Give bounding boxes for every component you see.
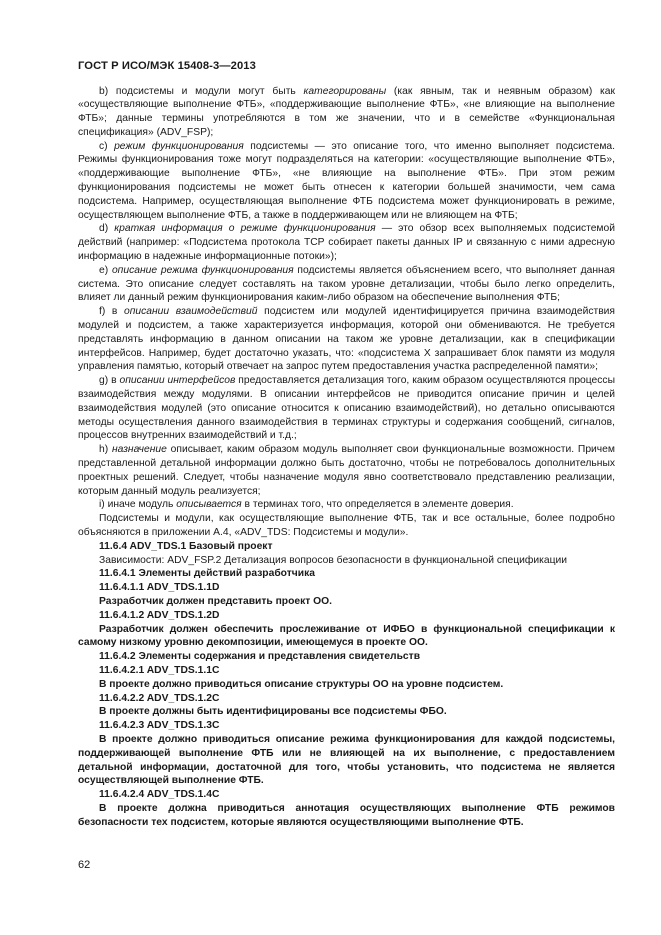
bold-paragraph — [78, 623, 615, 651]
bold-paragraph — [78, 692, 615, 706]
text-run: 11.6.4 ADV_TDS.1 Базовый проект — [99, 540, 273, 552]
paragraph — [78, 498, 615, 512]
italic-term: режим функционирования — [114, 140, 244, 152]
bold-paragraph — [78, 567, 615, 581]
text-run: 11.6.4.2.2 ADV_TDS.1.2C — [99, 692, 220, 704]
text-run: 11.6.4.2.4 ADV_TDS.1.4C — [99, 789, 220, 801]
text-run: 11.6.4.1 Элементы действий разработчика — [99, 568, 315, 580]
page-number: 62 — [78, 859, 91, 871]
text-run: В проекте должно приводиться описание структуры ОО на уровне подсистем. — [99, 678, 504, 690]
italic-term: назначение — [111, 444, 167, 456]
paragraph — [78, 85, 615, 140]
text-run: (как явным, так и неявным образом) как «осуществляющие выполнение ФТБ», «поддерживающие выполнение ФТБ», «не влияющие на выполнение ФТБ»; данные термины употребляются в том же значении, что и в семействе «Функциональная спецификация» (ADV_FSP); — [78, 85, 615, 138]
text-run: В проекте должно приводиться описание режима функционирования для каждой подсистемы, поддерживающей выполнение ФТБ или не влияющей на их выполнение, с предоставлением детальной информации, достаточной для того, чтобы установить, что подсистема не является осуществляющей выполнение ФТБ. — [78, 733, 615, 787]
text-run: h) — [99, 444, 112, 456]
text-run: В проекте должны быть идентифицированы все подсистемы ФБО. — [99, 706, 447, 718]
text-run: подсистемы является объяснением всего, что выполняет данная система. Это описание следует составлять на таком уровне детализации, чтобы было легко определить, влияет ли данный режим функционирования каким-либо образом на обеспечение выполнения ФТБ; — [78, 264, 616, 304]
paragraph — [78, 140, 615, 223]
bold-paragraph — [78, 719, 615, 733]
paragraph — [78, 374, 615, 443]
text-run: d) — [99, 223, 115, 235]
bold-paragraph — [78, 733, 615, 788]
bold-paragraph — [78, 705, 615, 719]
text-run: 11.6.4.2.1 ADV_TDS.1.1C — [99, 664, 220, 676]
paragraph — [78, 222, 615, 263]
bold-paragraph — [78, 802, 615, 830]
text-run: 11.6.4.1.1 ADV_TDS.1.1D — [99, 582, 220, 594]
bold-paragraph — [78, 678, 615, 692]
text-run: подсистем или модулей идентифицируется причина взаимодействия модулей и подсистем, а также характеризуется информация, которой они обмениваются. Не требуется представлять информацию в данном описании на таком же уровне детализации, как в спецификации интерфейсов. Например, будет достаточно указать, что: «подсистема X запрашивает блок памяти из модуля управления памятью, который отвечает на запрос путем предоставления участка распределенной памяти»; — [78, 306, 615, 373]
text-run: 11.6.4.2 Элементы содержания и представления свидетельств — [99, 651, 421, 663]
text-run: подсистемы — это описание того, что именно выполняет подсистема. Режимы функционирования тоже могут подразделяться на категории: «осуществляющие выполнение ФТБ», «поддерживающие выполнение ФТБ», «не влияющие на выполнение ФТБ». При этом режим функционирования подсистемы не может быть отнесен к категории большей значимости, чем сама подсистема. Например, осуществляющая выполнение ФТБ подсистема может функционировать в режиме, осуществляющем выполнение ФТБ, а также в поддерживающем или не влияющем на ФТБ; — [78, 140, 615, 221]
text-run: Разработчик должен представить проект ОО. — [99, 595, 333, 607]
bold-paragraph — [78, 595, 615, 609]
text-run: Подсистемы и модули, как осуществляющие выполнение ФТБ, так и все остальные, более подробно объясняются в приложении А.4, «ADV_TDS: Подсистемы и модули». — [78, 513, 615, 538]
text-run: Разработчик должен обеспечить прослеживание от ИФБО в функциональной спецификации к самому низкому уровню декомпозиции, имеющемуся в проекте ОО. — [78, 623, 615, 649]
text-run: 11.6.4.1.2 ADV_TDS.1.2D — [99, 609, 220, 621]
italic-term: описании взаимодействий — [124, 306, 258, 318]
bold-paragraph — [78, 664, 615, 678]
page-header-doc-code: ГОСТ Р ИСО/МЭК 15408-3—2013 — [78, 60, 256, 72]
paragraph — [78, 554, 615, 568]
italic-term: описывается — [176, 499, 242, 511]
text-run: c) — [99, 140, 115, 152]
text-run: Зависимости: ADV_FSP.2 Детализация вопросов безопасности в функциональной спецификации — [99, 554, 568, 566]
text-run: i) иначе модуль — [99, 499, 177, 511]
text-run: g) в — [99, 375, 120, 387]
bold-paragraph — [78, 788, 615, 802]
bold-paragraph — [78, 609, 615, 623]
italic-term: краткая информация о режиме функционирования — [114, 223, 376, 235]
bold-paragraph — [78, 650, 615, 664]
bold-paragraph — [78, 581, 615, 595]
text-run: 11.6.4.2.3 ADV_TDS.1.3C — [99, 720, 220, 732]
text-run: b) подсистемы и модули могут быть — [99, 85, 304, 97]
bold-paragraph — [78, 540, 615, 554]
text-run: предоставляется детализация того, каким образом осуществляются процессы взаимодействия между модулями. В описании интерфейсов не приводится описание причин и целей взаимодействия модулей (это описание относится к описанию взаимодействий), но детально описываются методы осуществления данного взаимодействия в терминах структуры и содержания сообщений, сигналов, процессов внутренних взаимодействий и т.д.; — [78, 375, 615, 442]
text-run: f) в — [99, 306, 124, 318]
body-text — [78, 85, 615, 830]
italic-term: описании интерфейсов — [119, 375, 236, 387]
text-run: в терминах того, что определяется в элементе доверия. — [241, 499, 514, 511]
paragraph — [78, 305, 615, 374]
text-run: В проекте должна приводиться аннотация осуществляющих выполнение ФТБ режимов безопасности тех подсистем, которые являются осуществляющими выполнение ФТБ. — [78, 802, 615, 828]
paragraph — [78, 443, 615, 498]
paragraph — [78, 512, 615, 540]
text-run: e) — [99, 264, 112, 276]
paragraph — [78, 264, 615, 305]
italic-term: категорированы — [303, 85, 387, 97]
text-run: — это обзор всех выполняемых подсистемой действий (например: «Подсистема протокола TCP собирает пакеты данных IP и связанную с ними адресную информацию в надежные информационные потоки»); — [78, 223, 615, 263]
text-run: описывает, каким образом модуль выполняет свои функциональные возможности. Причем представленной детальной информации должно быть достаточно, чтобы не потребовалось дополнительных проектных решений. Следует, чтобы назначение модуля явно соответствовало представлению реализации, которым данный модуль реализуется; — [78, 444, 615, 497]
italic-term: описание режима функционирования — [111, 264, 294, 276]
